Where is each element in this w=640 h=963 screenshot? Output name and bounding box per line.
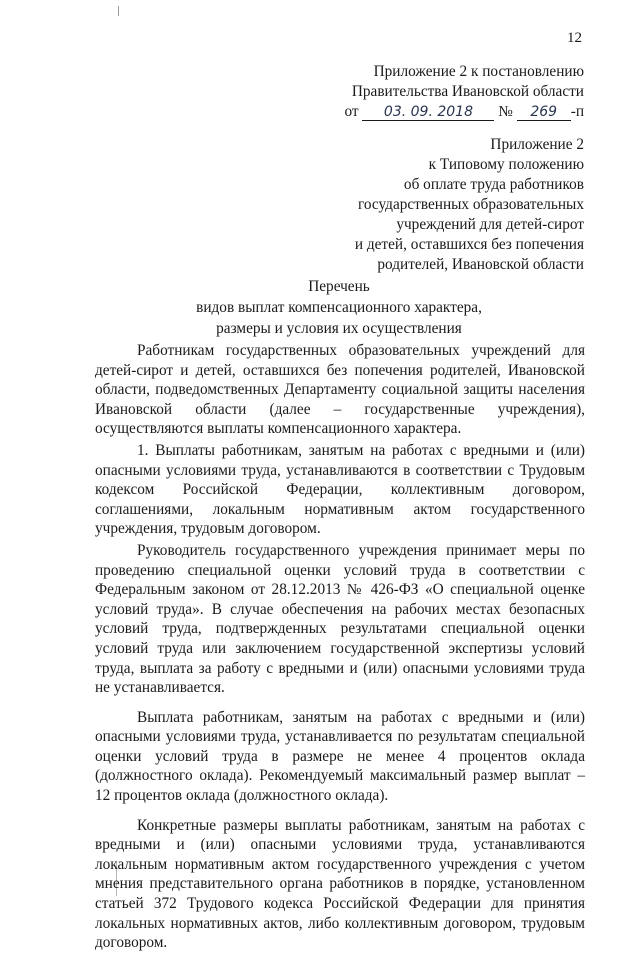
body-paragraph: Выплата работникам, занятым на работах с вредными и (или) опасными условиями труда, устанавливается по результатам специальной оценки условий труда в размере не менее 4 процентов оклада (должностного оклада). Рекомендуемый максимальный размер выплат – 12 процентов оклада (должностного оклада). [95,708,585,805]
approval-stamp [344,62,584,122]
approval-from-label: от [344,103,359,120]
appendix-line: об оплате труда работников [403,176,584,193]
appendix-line: и детей, оставшихся без попечения [354,236,584,253]
document-body [95,341,585,963]
approval-line-1: Приложение 2 к постановлению [373,63,584,80]
appendix-line: к Типовому положению [428,156,584,173]
approval-line-2: Правительства Ивановской области [351,83,584,100]
page-number: 12 [567,30,582,46]
approval-date-line [344,102,584,122]
title-line-3: размеры и условия их осуществления [216,320,462,337]
body-paragraph: Работникам государственных образовательных учреждений для детей-сирот и детей, оставшихся без попечения родителей, Ивановской области, подведомственных Департаменту социальной защиты населения Ивановской области (далее – государственные учреждения), осуществляются выплаты компенсационного характера. [95,342,585,438]
appendix-line: Приложение 2 [490,136,584,153]
body-paragraph: Конкретные размеры выплаты работникам, занятым на работах с вредными и (или) опасными условиями труда, устанавливаются локальным нормативным актом государственного учреждения с учетом мнения представительного органа работников в порядке, установленном статьей 372 Трудового кодекса Российской Федерации для принятия локальных нормативных актов, либо коллективным договором, трудовым договором. [95,816,585,952]
body-paragraph: Руководитель государственного учреждения принимает меры по проведению специальной оценки условий труда в соответствии с Федеральным законом от 28.12.2013 № 426-ФЗ «О специальной оценке условий труда». В случае обеспечения на рабочих местах безопасных условий труда, подтвержденных результатами специальной оценки условий труда или заключением государственной экспертизы условий труда, выплата за работу с вредными и (или) опасными условиями труда не устанавливается. [95,541,585,697]
approval-number-label: № [498,103,513,120]
document-title [98,276,580,339]
approval-number: 269 [517,104,571,121]
scan-mark-top [118,6,119,16]
body-paragraph: 1. Выплаты работникам, занятым на работах с вредными и (или) опасными условиями труда, устанавливаются в соответствии с Трудовым кодексом Российской Федерации, коллективным договором, соглашениями, локальным нормативным актом государственного учреждения, трудовым договором. [95,441,585,538]
appendix-line: родителей, Ивановской области [377,256,584,273]
appendix-line: учреждений для детей-сирот [396,216,584,233]
appendix-header [355,135,584,275]
approval-suffix: -п [570,103,584,120]
approval-date: 03. 09. 2018 [362,104,494,121]
title-line-1: Перечень [308,278,370,295]
appendix-line: государственных образовательных [357,196,584,213]
title-line-2: видов выплат компенсационного характера, [196,299,482,316]
